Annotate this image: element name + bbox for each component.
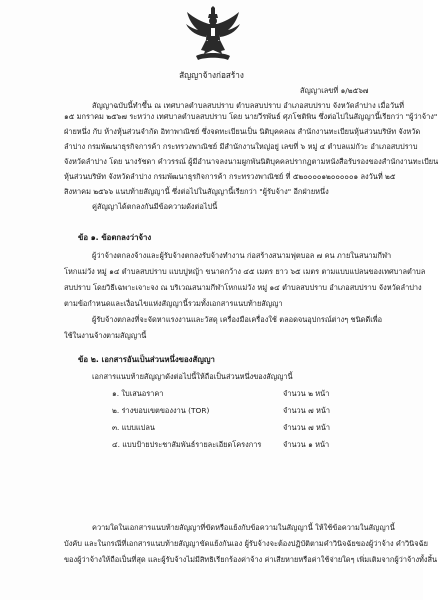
clause-2-closing [64, 522, 438, 565]
intro-line: หุ้นส่วนบริษัท จังหวัดลำปาง กรมพัฒนาธุรกิจการค้า กระทรวงพาณิชย์ ที่ ๕๒๐๐๐๐๑๒๐๐๐๐๐๑ ลงวันที่ ๒๕ [64, 172, 396, 181]
annex-item-qty: จำนวน ๑ หน้า [283, 440, 330, 449]
annex-item-qty: จำนวน ๒ หน้า [283, 389, 330, 398]
annex-item [112, 402, 357, 419]
clause-2-closing-line: ของผู้ว่าจ้างให้ถือเป็นที่สุด และผู้รับจ้างไม่มีสิทธิเรียกร้องค่าจ้าง ค่าเสียหายหรือค่าใช้จ่ายใดๆ เพิ่มเติมจากผู้ว่าจ้างทั้งสิ้น [64, 555, 438, 564]
annex-item [112, 436, 357, 453]
annex-item [112, 419, 357, 436]
intro-line: สิงหาคม ๒๕๖๖ แนบท้ายสัญญานี้ ซึ่งต่อไปในสัญญานี้เรียกว่า "ผู้รับจ้าง" อีกฝ่ายหนึ่ง [64, 187, 329, 196]
intro-line: ๑๕ มกราคม ๒๕๖๗ ระหว่าง เทศบาลตำบลสบปราบ โดย นายวีรพันธ์ ศุภโชติพิน ซึ่งต่อไปในสัญญานี้เรียกว่า "ผู้ว่าจ้าง" [64, 112, 438, 121]
annex-item-label: ๒. ร่างขอบเขตของงาน (TOR) [112, 406, 210, 415]
clause-2-closing-line: ความใดในเอกสารแนบท้ายสัญญาที่ขัดหรือแย้งกับข้อความในสัญญานี้ ให้ใช้ข้อความในสัญญานี้ [92, 523, 395, 532]
annex-item-label: ๑. ใบเสนอราคา [112, 389, 164, 398]
clause-1-line: ผู้ว่าจ้างตกลงจ้างและผู้รับจ้างตกลงรับจ้างทำงาน ก่อสร้างสนามฟุตบอล ๗ คน ภายในสนามกีฬา [92, 251, 392, 260]
intro-line: ฝ่ายหนึ่ง กับ ห้างหุ้นส่วนจำกัด อิทาพาณิชย์ ซึ่งจดทะเบียนเป็น นิติบุคคลณ สำนักงานทะเบียนหุ้นส่วนบริษัท จังหวัด [64, 127, 421, 136]
clause-2-intro [92, 371, 382, 382]
intro-line: ลำปาง กรมพัฒนาธุรกิจการค้า กระทรวงพาณิชย์ มีสำนักงานใหญ่อยู่ เลขที่ ๖ หมู่ ๔ ตำบลแม่กัวะ อำเภอสบปราบ [64, 142, 418, 151]
annex-item-qty: จำนวน ๗ หน้า [283, 406, 331, 415]
clause-1-line: โหกแม่วัง หมู่ ๑๔ ตำบลสบปราบ แบบปูหญ้า ขนาดกว้าง ๔๕ เมตร ยาว ๖๕ เมตร ตามแบบแปลนของเทศบาลตำบล [64, 267, 426, 276]
garuda-emblem-icon [184, 6, 242, 68]
clause-1-heading: ข้อ ๑. ข้อตกลงว่าจ้าง [78, 233, 152, 242]
clause-2-heading: ข้อ ๒. เอกสารอันเป็นส่วนหนึ่งของสัญญา [78, 355, 215, 364]
annex-list [112, 385, 357, 453]
clause-1-body [64, 250, 426, 341]
annex-item-label: ๔. แบบป้ายประชาสัมพันธ์รายละเอียดโครงการ [112, 440, 262, 449]
clause-1-line: ใช้ในงานจ้างตามสัญญานี้ [64, 331, 147, 340]
clause-1-line: สบปราบ โดยวิธีเฉพาะเจาะจง ณ บริเวณสนามกีฬาโหกแม่วัง หมู่ ๑๔ ตำบลสบปราบ อำเภอสบปราบ จังหวัดลำปาง [64, 283, 422, 292]
annex-item [112, 385, 357, 402]
intro-line: จังหวัดลำปาง โดย นางรัชดา คำวรรณ์ ผู้มีอำนาจลงนามผูกพันนิติบุคคลปรากฏตามหนังสือรับรองของสำนักงานทะเบียน [64, 157, 438, 166]
annex-item-label: ๓. แบบแปลน [112, 423, 155, 432]
annex-item-qty: จำนวน ๗ หน้า [283, 423, 331, 432]
intro-line: คู่สัญญาได้ตกลงกันมีข้อความดังต่อไปนี้ [92, 202, 218, 211]
intro-paragraph [64, 100, 438, 212]
contract-number: สัญญาเลขที่ ๑/๒๕๖๗ [300, 86, 369, 95]
clause-2-intro-text: เอกสารแนบท้ายสัญญาดังต่อไปนี้ให้ถือเป็นส่วนหนึ่งของสัญญานี้ [92, 372, 293, 381]
intro-line: สัญญาฉบับนี้ทำขึ้น ณ เทศบาลตำบลสบปราบ ตำบลสบปราบ อำเภอสบปราบ จังหวัดลำปาง เมื่อวันที่ [92, 101, 404, 110]
clause-2-closing-line: บังคับ และในกรณีที่เอกสารแนบท้ายสัญญาขัดแย้งกันเอง ผู้รับจ้างจะต้องปฏิบัติตามคำวินิจฉัยของผู้ว่าจ้าง คำวินิจฉัย [64, 539, 428, 548]
document-title: สัญญาจ้างก่อสร้าง [179, 70, 244, 80]
clause-1-line: ผู้รับจ้างตกลงที่จะจัดหาแรงงานและวัสดุ เครื่องมือเครื่องใช้ ตลอดจนอุปกรณ์ต่างๆ ชนิดดีเพื่อ [92, 315, 383, 324]
clause-1-line: ตามข้อกำหนดและเงื่อนไขแห่งสัญญานี้รวมทั้งเอกสารแนบท้ายสัญญา [64, 299, 283, 308]
